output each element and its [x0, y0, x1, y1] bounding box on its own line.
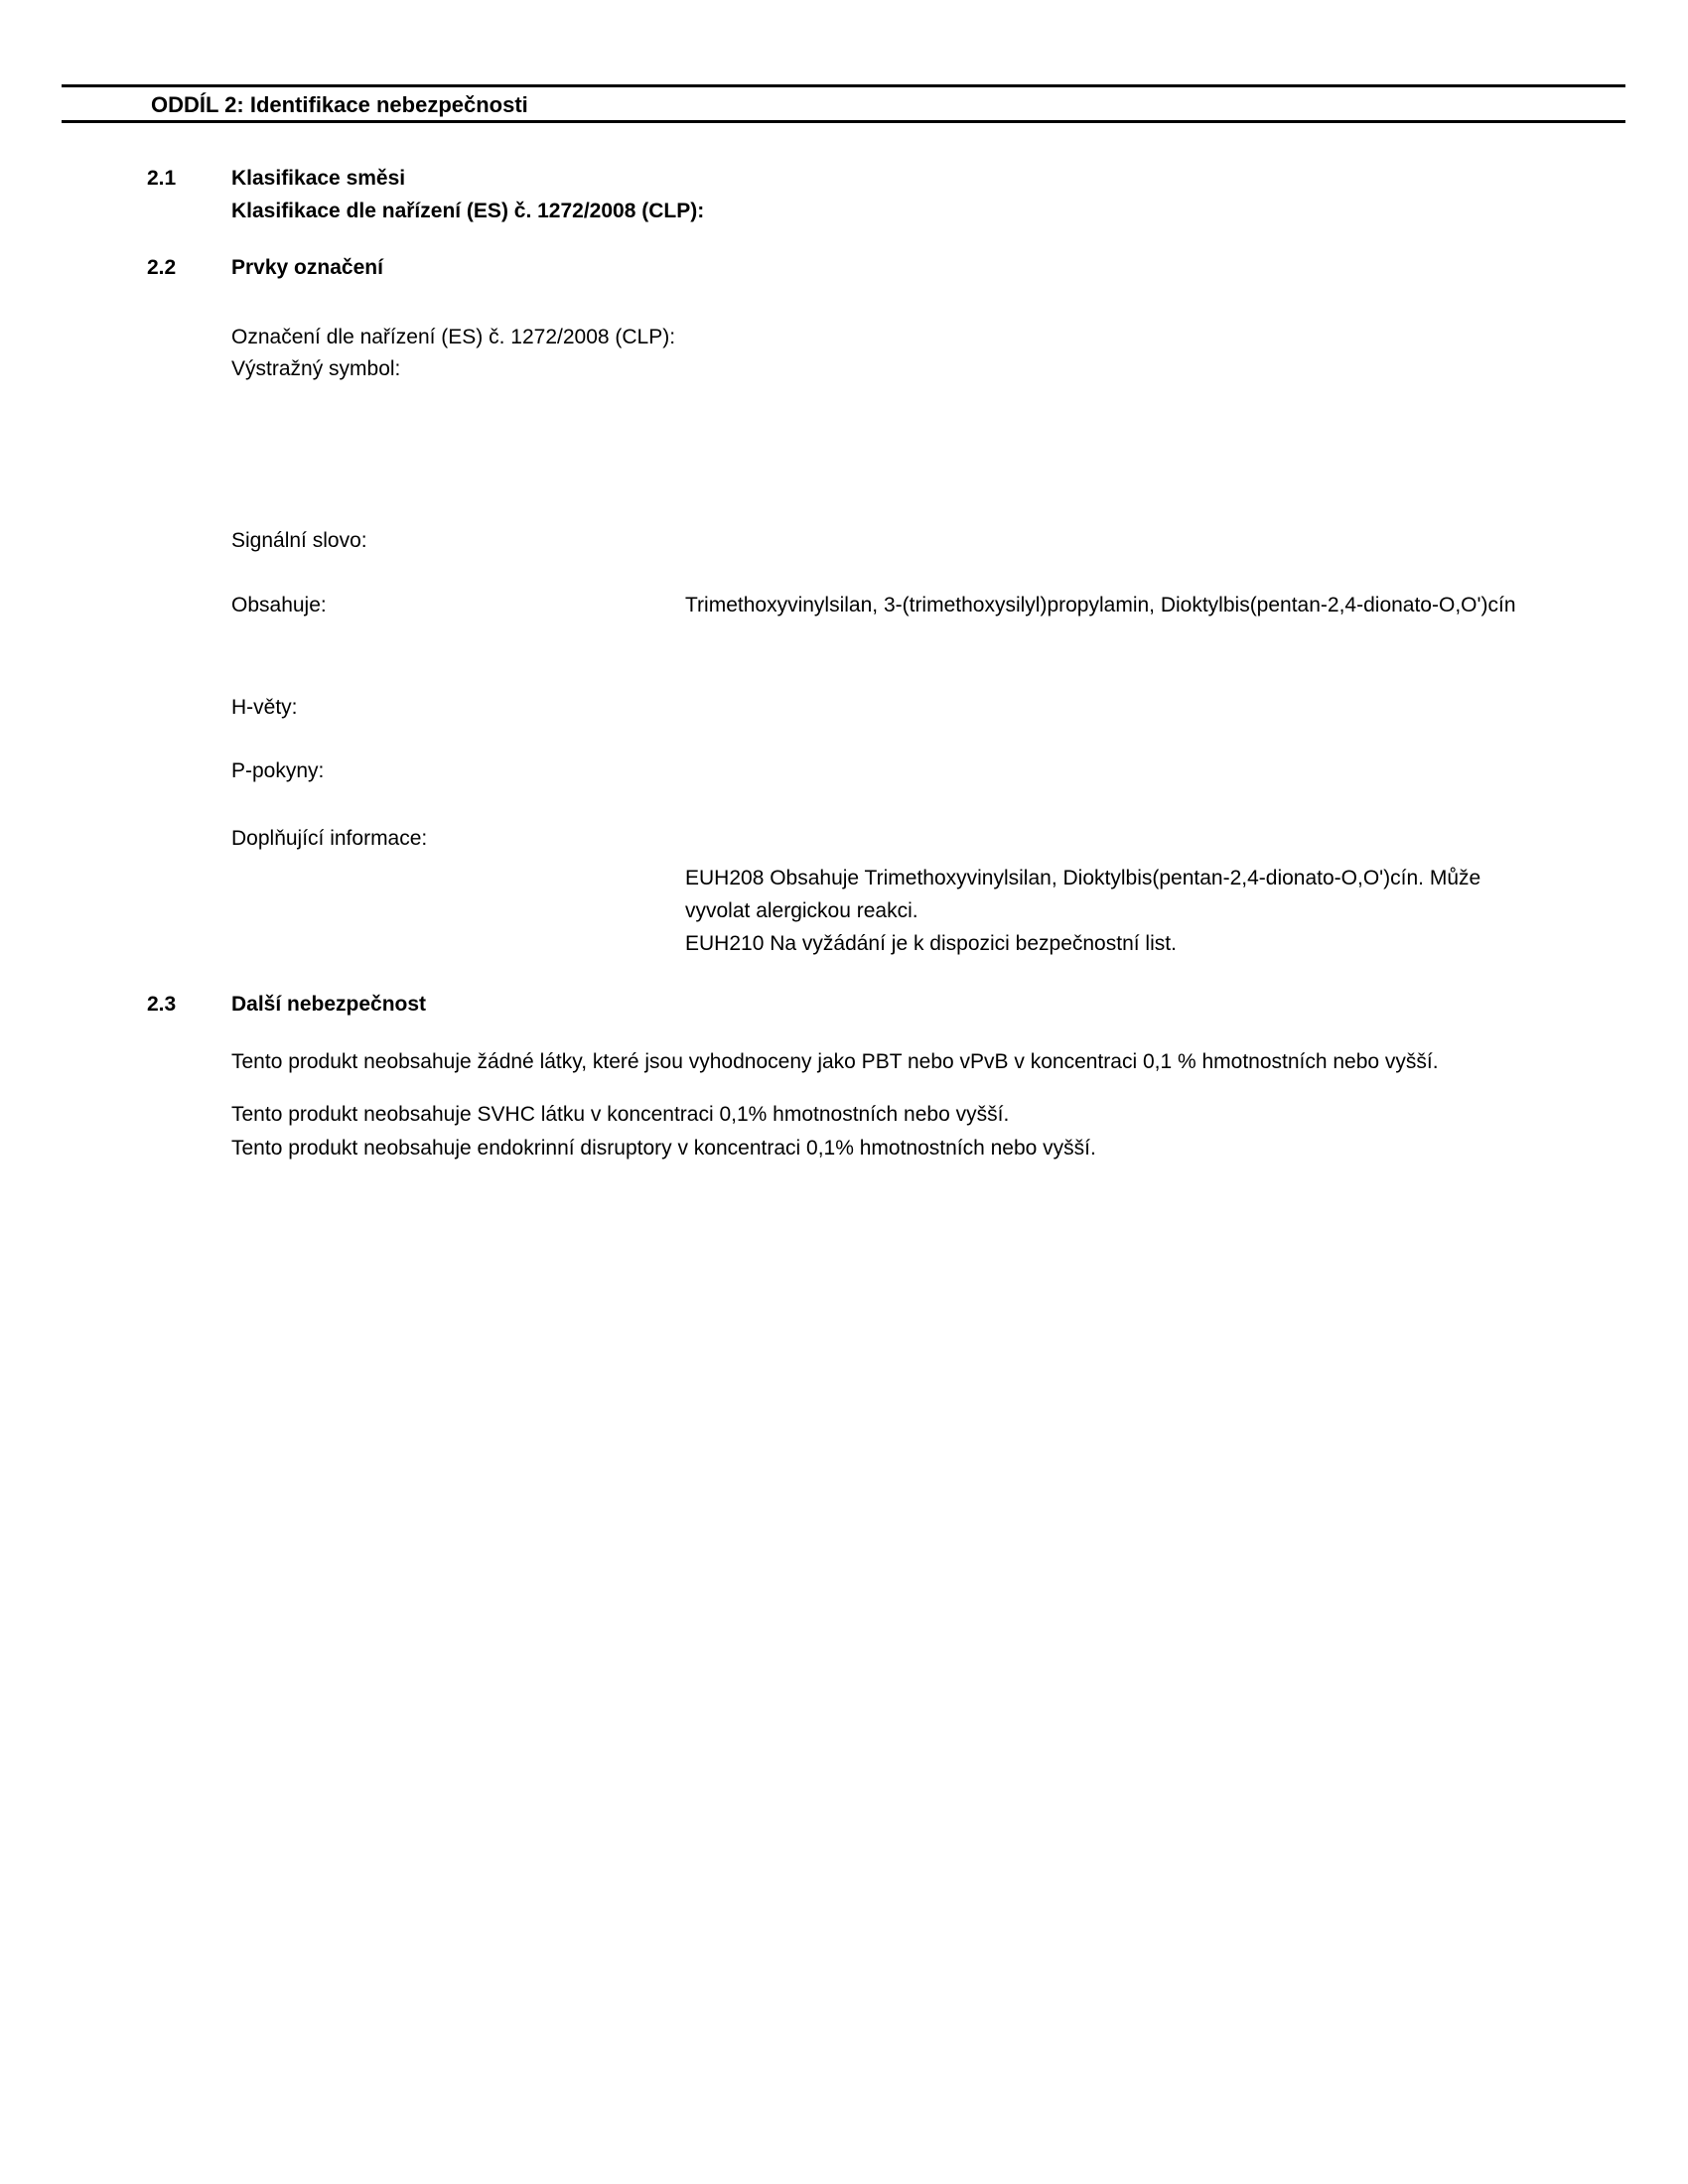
section-2-1-number: 2.1	[147, 167, 177, 190]
header-top-rule	[62, 84, 1625, 87]
pbt-vpvb-paragraph: Tento produkt neobsahuje žádné látky, které jsou vyhodnoceny jako PBT nebo vPvB v koncentraci 0,1 % hmotnostních nebo vyšší.	[231, 1050, 1439, 1073]
classification-clp-heading: Klasifikace dle nařízení (ES) č. 1272/2008 (CLP):	[231, 200, 705, 222]
p-statements-label: P-pokyny:	[231, 759, 325, 782]
euh208-statement-line2: vyvolat alergickou reakci.	[685, 899, 918, 922]
contains-substances-value: Trimethoxyvinylsilan, 3-(trimethoxysilyl)propylamin, Dioktylbis(pentan-2,4-dionato-O,O')cín	[685, 594, 1516, 616]
labeling-clp-heading: Označení dle nařízení (ES) č. 1272/2008 (CLP):	[231, 326, 676, 348]
section-2-3-title: Další nebezpečnost	[231, 993, 427, 1016]
section-header-title: ODDÍL 2: Identifikace nebezpečnosti	[151, 92, 528, 117]
additional-info-label: Doplňující informace:	[231, 827, 428, 850]
section-2-3-number: 2.3	[147, 993, 177, 1016]
contains-label: Obsahuje:	[231, 594, 327, 616]
signal-word-label: Signální slovo:	[231, 529, 367, 552]
hazard-pictogram-label: Výstražný symbol:	[231, 357, 401, 380]
endocrine-disruptors-paragraph: Tento produkt neobsahuje endokrinní disruptory v koncentraci 0,1% hmotnostních nebo vyšší.	[231, 1137, 1096, 1160]
euh210-statement: EUH210 Na vyžádání je k dispozici bezpečnostní list.	[685, 932, 1177, 955]
euh208-statement-line1: EUH208 Obsahuje Trimethoxyvinylsilan, Dioktylbis(pentan-2,4-dionato-O,O')cín. Může	[685, 867, 1481, 889]
header-bottom-rule	[62, 120, 1625, 123]
hazard-pictogram-area	[231, 392, 410, 521]
h-statements-label: H-věty:	[231, 696, 298, 719]
svhc-paragraph: Tento produkt neobsahuje SVHC látku v koncentraci 0,1% hmotnostních nebo vyšší.	[231, 1103, 1010, 1126]
euh-statements-block	[685, 862, 1569, 960]
section-2-2-number: 2.2	[147, 256, 177, 279]
section-2-2-title: Prvky označení	[231, 256, 383, 279]
section-2-1-title: Klasifikace směsi	[231, 167, 406, 190]
